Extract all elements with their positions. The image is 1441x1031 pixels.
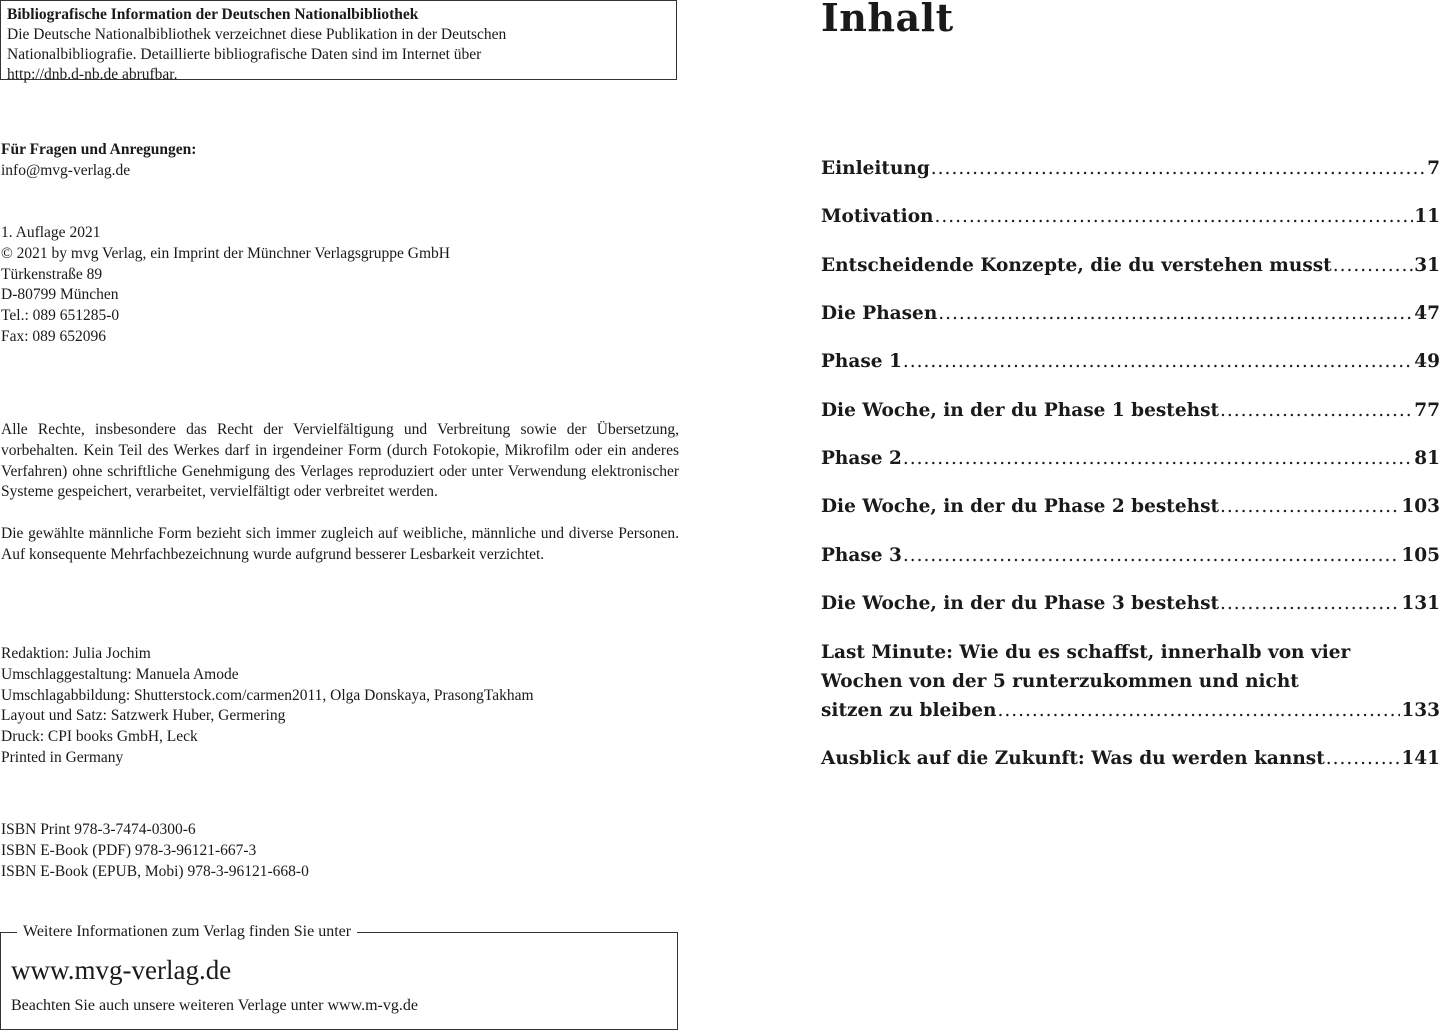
credit-line: Druck: CPI books GmbH, Leck bbox=[1, 728, 198, 746]
publisher-note: Beachten Sie auch unsere weiteren Verlage unter www.m-vg.de bbox=[11, 997, 418, 1014]
contact-block bbox=[1, 140, 196, 182]
toc-entry-label: Die Woche, in der du Phase 3 bestehst bbox=[821, 593, 1220, 614]
rights-paragraph: Alle Rechte, insbesondere das Recht der Vervielfältigung und Verbreitung sowie der Übersetzung, vorbehalten. Kein Teil des Werkes darf in irgendeiner Form (durch Fotokopie, Mikrofilm oder ein anderes Verfahren) ohne schriftliche Genehmigung des Verlages reproduziert oder unter Verwendung elektronischer Systeme gespeichert, verarbeitet, vervielfältigt oder verbreitet werden. bbox=[1, 421, 679, 501]
toc-leader-dots bbox=[1220, 399, 1413, 423]
toc-entry[interactable] bbox=[821, 495, 1440, 519]
isbn-line: ISBN Print 978-3-7474-0300-6 bbox=[1, 821, 196, 838]
toc-entry-page: 49 bbox=[1414, 351, 1440, 372]
toc-entry[interactable] bbox=[821, 302, 1440, 326]
toc-entry-page: 81 bbox=[1414, 448, 1440, 469]
toc-entry-label: Phase 3 bbox=[821, 545, 902, 566]
toc-entry-label: Phase 2 bbox=[821, 448, 902, 469]
toc-entry-label: Die Woche, in der du Phase 1 bestehst bbox=[821, 400, 1220, 421]
toc-entry[interactable] bbox=[821, 399, 1440, 423]
page-title: Inhalt bbox=[821, 0, 954, 40]
toc-leader-dots bbox=[903, 350, 1413, 374]
toc-entry-label-line: Wochen von der 5 runterzukommen und nicht bbox=[821, 671, 1299, 692]
toc-entry-page: 105 bbox=[1401, 545, 1440, 566]
gender-note-paragraph: Die gewählte männliche Form bezieht sich immer zugleich auf weibliche, männliche und diverse Personen. Auf konsequente Mehrfachbezeichnung wurde aufgrund besserer Lesbarkeit verzichtet. bbox=[1, 525, 679, 563]
toc-entry-page: 133 bbox=[1401, 700, 1440, 721]
toc-entry[interactable] bbox=[821, 544, 1440, 568]
isbn-block bbox=[1, 820, 309, 882]
toc-entry-page: 47 bbox=[1414, 303, 1440, 324]
credits-block bbox=[1, 644, 534, 769]
toc-entry-page: 11 bbox=[1414, 206, 1440, 227]
toc-leader-dots bbox=[1220, 495, 1400, 519]
bibliographic-info-box bbox=[0, 0, 677, 83]
toc-entry-page: 31 bbox=[1414, 255, 1440, 276]
toc-entry-last-line bbox=[821, 696, 1440, 725]
toc-leader-dots bbox=[938, 302, 1413, 326]
toc-leader-dots bbox=[935, 205, 1414, 229]
toc-entry[interactable] bbox=[821, 350, 1440, 374]
toc-entry-label: Entscheidende Konzepte, die du verstehen musst bbox=[821, 255, 1332, 276]
toc-leader-dots bbox=[997, 696, 1400, 725]
toc-leader-dots bbox=[1220, 592, 1400, 616]
toc-entry-label: Phase 1 bbox=[821, 351, 902, 372]
edition-line: D-80799 München bbox=[1, 286, 119, 304]
toc-entry-label: Die Phasen bbox=[821, 303, 938, 324]
contact-email: info@mvg-verlag.de bbox=[1, 161, 131, 179]
isbn-line: ISBN E-Book (EPUB, Mobi) 978-3-96121-668-0 bbox=[1, 862, 309, 880]
toc-entry-label: Motivation bbox=[821, 206, 934, 227]
toc-entry-page: 131 bbox=[1401, 593, 1440, 614]
toc-entry[interactable] bbox=[821, 592, 1440, 616]
biblio-title: Bibliografische Information der Deutschen Nationalbibliothek bbox=[7, 6, 419, 23]
credit-line: Printed in Germany bbox=[1, 748, 124, 766]
toc-entry-label: Ausblick auf die Zukunft: Was du werden kannst bbox=[821, 748, 1325, 769]
toc-entry-label: Die Woche, in der du Phase 2 bestehst bbox=[821, 496, 1220, 517]
publisher-url[interactable]: www.mvg-verlag.de bbox=[11, 955, 232, 985]
biblio-line: http://dnb.d-nb.de abrufbar. bbox=[7, 66, 178, 83]
edition-line: 1. Auflage 2021 bbox=[1, 224, 101, 241]
toc-entry[interactable] bbox=[821, 205, 1440, 229]
contact-heading: Für Fragen und Anregungen: bbox=[1, 141, 197, 158]
credit-line: Umschlagabbildung: Shutterstock.com/carmen2011, Olga Donskaya, PrasongTakham bbox=[1, 686, 534, 704]
toc-entry-label: Einleitung bbox=[821, 158, 930, 179]
biblio-line: Die Deutsche Nationalbibliothek verzeichnet diese Publikation in der Deutschen bbox=[7, 26, 507, 43]
toc-entry-page: 77 bbox=[1414, 400, 1440, 421]
toc-entry-page: 103 bbox=[1401, 496, 1440, 517]
toc-entry-page: 141 bbox=[1401, 748, 1440, 769]
edition-block bbox=[1, 223, 450, 348]
toc-entry[interactable] bbox=[821, 254, 1440, 278]
edition-line: Türkenstraße 89 bbox=[1, 265, 103, 283]
toc-leader-dots bbox=[1326, 747, 1401, 771]
edition-line: Tel.: 089 651285-0 bbox=[1, 307, 120, 325]
toc-entry[interactable] bbox=[821, 157, 1440, 181]
biblio-line: Nationalbibliografie. Detaillierte bibliografische Daten sind im Internet über bbox=[7, 46, 482, 63]
toc-leader-dots bbox=[1333, 254, 1414, 278]
toc-entry-page: 7 bbox=[1427, 158, 1440, 179]
credit-line: Redaktion: Julia Jochim bbox=[1, 645, 151, 662]
toc-entry-multiline[interactable] bbox=[821, 638, 1440, 725]
toc-leader-dots bbox=[931, 157, 1426, 181]
credit-line: Umschlaggestaltung: Manuela Amode bbox=[1, 665, 239, 683]
toc-leader-dots bbox=[903, 447, 1413, 471]
toc-entry[interactable] bbox=[821, 747, 1440, 771]
edition-line: Fax: 089 652096 bbox=[1, 327, 107, 345]
toc-leader-dots bbox=[903, 544, 1401, 568]
toc-entry[interactable] bbox=[821, 447, 1440, 471]
web-box-legend: Weitere Informationen zum Verlag finden Sie unter bbox=[17, 922, 357, 942]
edition-line: © 2021 by mvg Verlag, ein Imprint der Münchner Verlagsgruppe GmbH bbox=[1, 244, 450, 262]
isbn-line: ISBN E-Book (PDF) 978-3-96121-667-3 bbox=[1, 841, 257, 859]
toc-entry-label-line: Last Minute: Wie du es schaffst, innerhalb von vier bbox=[821, 642, 1351, 663]
credit-line: Layout und Satz: Satzwerk Huber, Germering bbox=[1, 707, 286, 725]
publisher-web-box bbox=[0, 923, 678, 1030]
toc-entry-label-line: sitzen zu bleiben bbox=[821, 700, 997, 721]
